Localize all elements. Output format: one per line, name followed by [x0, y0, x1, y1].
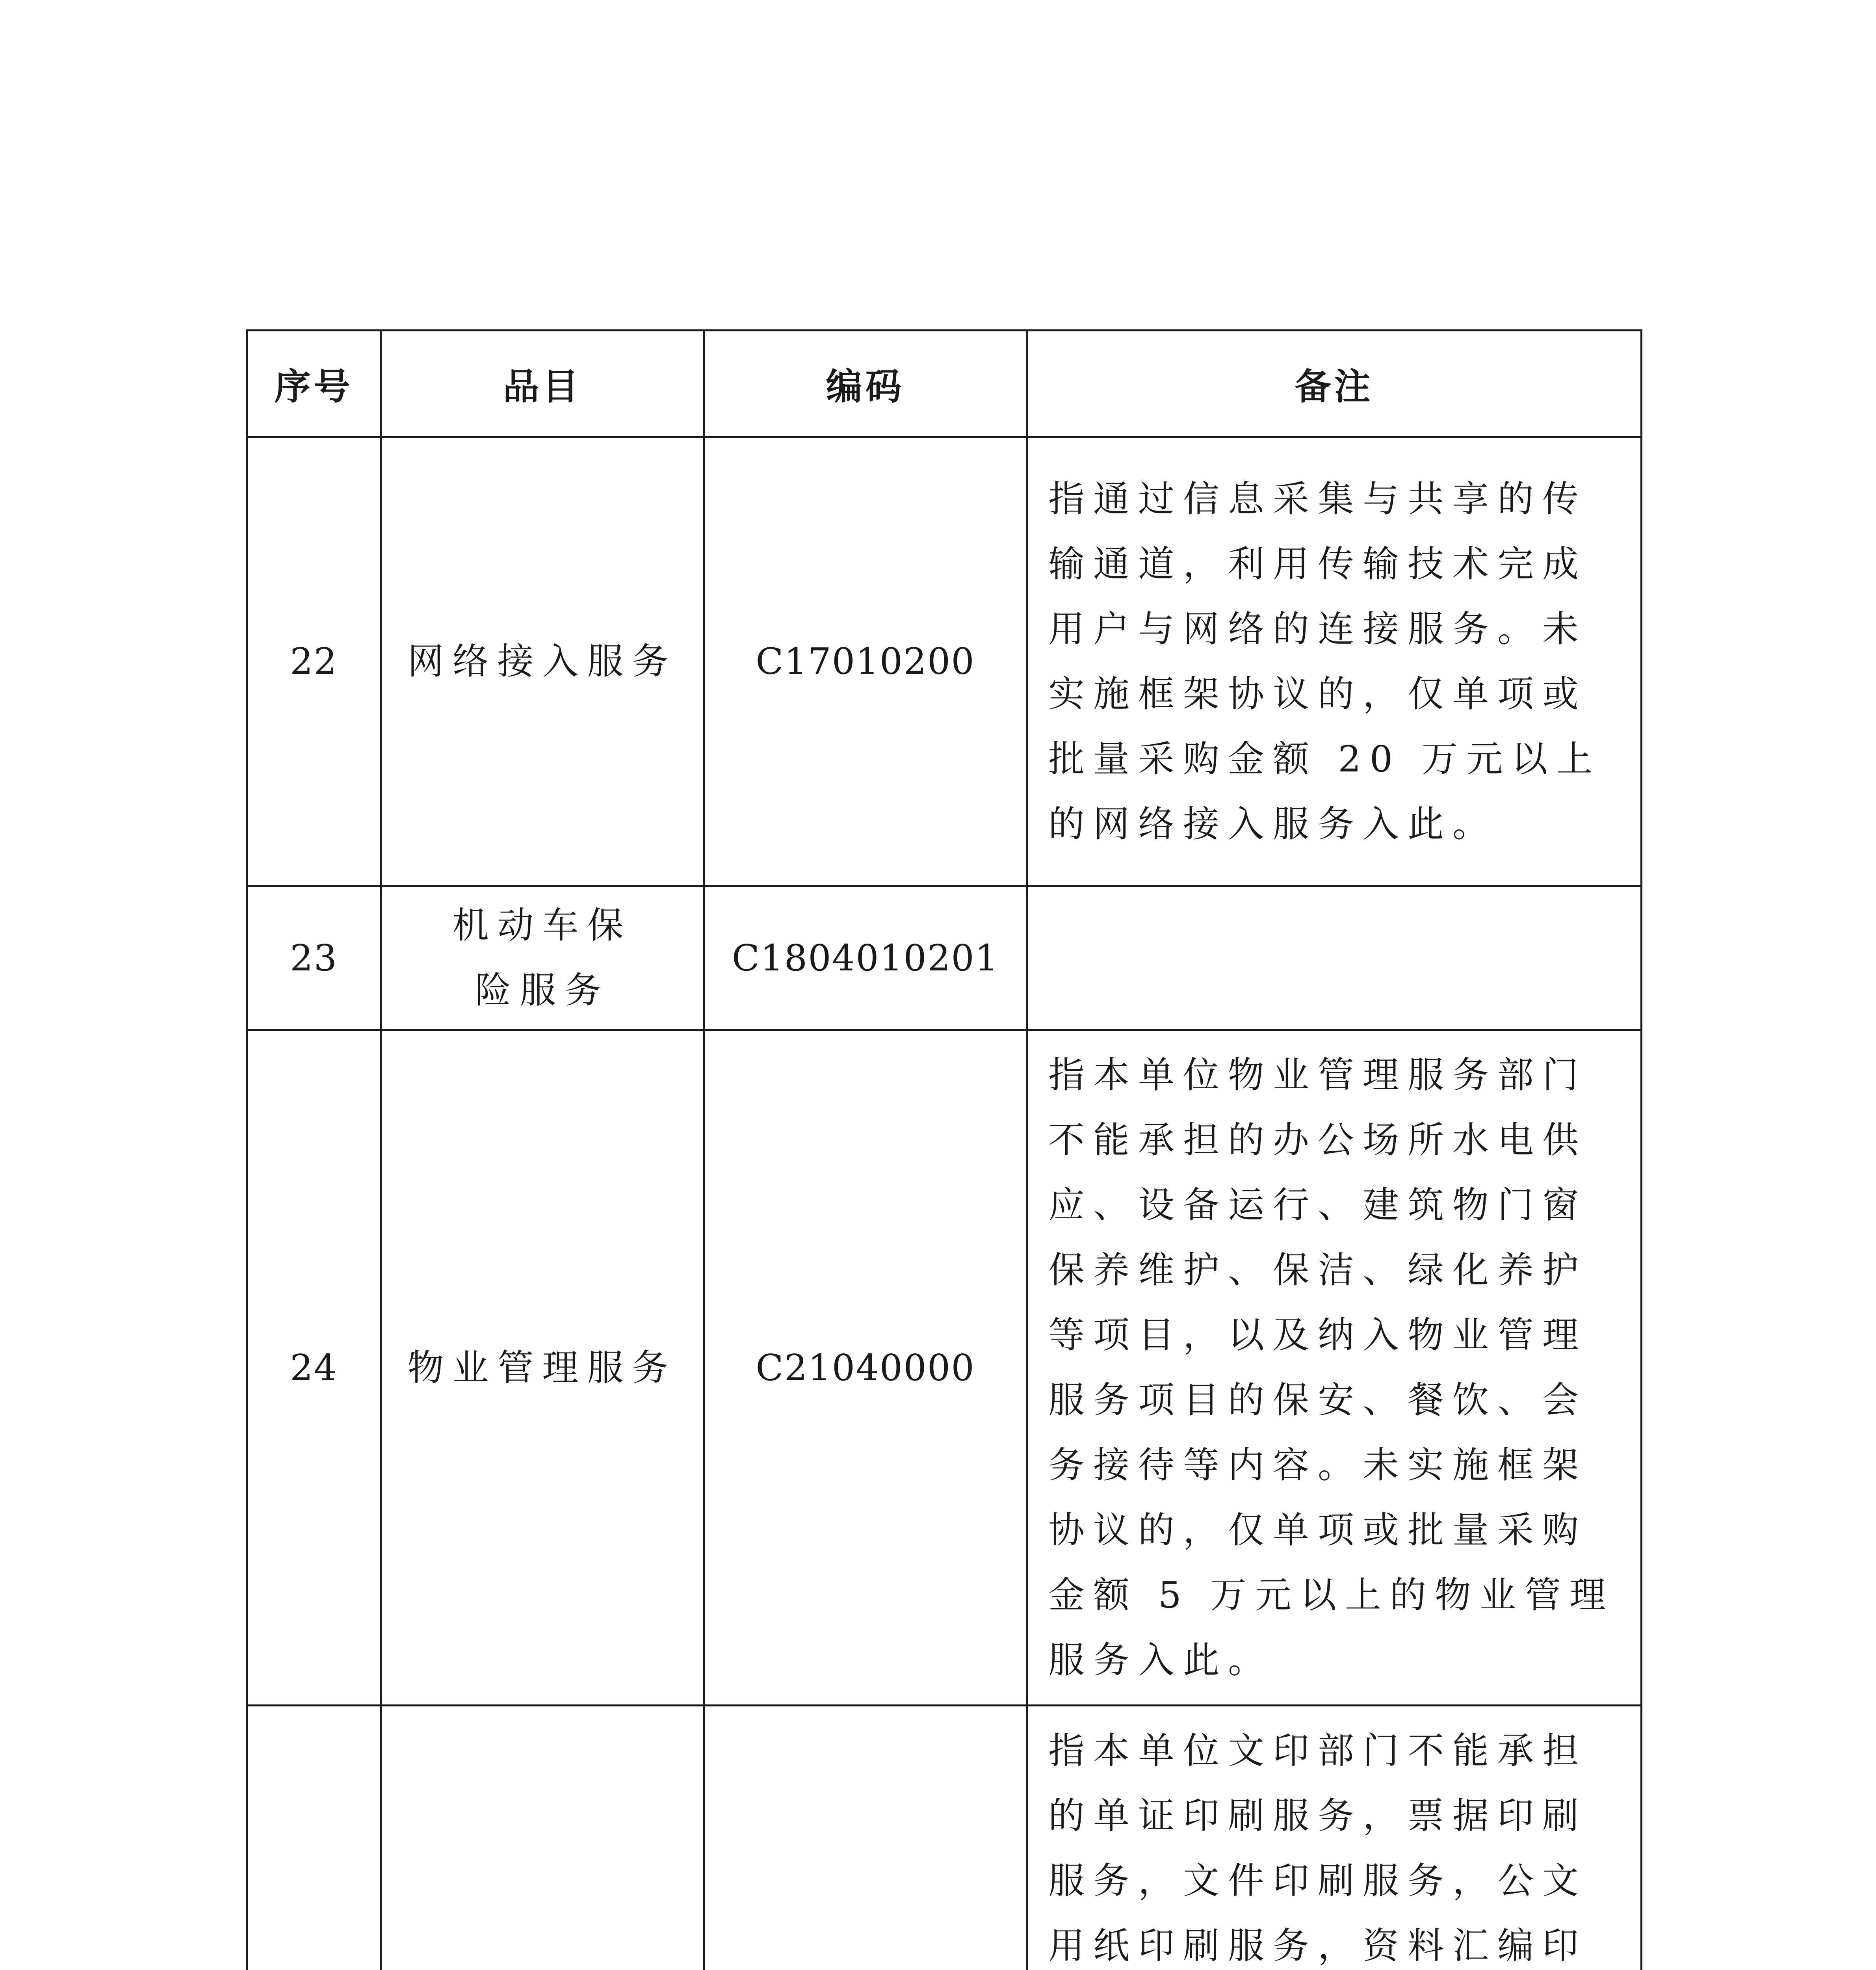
row-code [704, 1706, 1027, 1970]
table-header-row [247, 331, 1642, 437]
row-code: C1804010201 [704, 886, 1027, 1030]
row-remarks: 指通过信息采集与共享的传输通道，利用传输技术完成用户与网络的连接服务。未实施框架协议的，仅单项或批量采购金额 20 万元以上的网络接入服务入此。 [1027, 437, 1642, 886]
row-item [381, 1706, 704, 1970]
row-remarks: 指本单位文印部门不能承担的单证印刷服务，票据印刷服务，文件印刷服务，公文用纸印刷服务，资料汇编印 [1027, 1706, 1642, 1970]
row-serial-number: 22 [247, 437, 381, 886]
row-item: 机动车保险服务 [381, 886, 704, 1030]
row-serial-number [247, 1706, 381, 1970]
header-serial-number: 序号 [247, 331, 381, 437]
row-remarks [1027, 886, 1642, 1030]
header-remarks: 备注 [1027, 331, 1642, 437]
row-serial-number: 23 [247, 886, 381, 1030]
row-code: C21040000 [704, 1030, 1027, 1706]
table-row [247, 437, 1642, 886]
table-row [247, 1706, 1642, 1970]
row-serial-number: 24 [247, 1030, 381, 1706]
procurement-catalog-table [246, 329, 1642, 1970]
header-code: 编码 [704, 331, 1027, 437]
row-item: 物业管理服务 [381, 1030, 704, 1706]
table-row [247, 1030, 1642, 1706]
table-row [247, 886, 1642, 1030]
header-item: 品目 [381, 331, 704, 437]
row-remarks: 指本单位物业管理服务部门不能承担的办公场所水电供应、设备运行、建筑物门窗保养维护、保洁、绿化养护等项目，以及纳入物业管理服务项目的保安、餐饮、会务接待等内容。未实施框架协议的，仅单项或批量采购金额 5 万元以上的物业管理服务入此。 [1027, 1030, 1642, 1706]
row-item: 网络接入服务 [381, 437, 704, 886]
row-code: C17010200 [704, 437, 1027, 886]
